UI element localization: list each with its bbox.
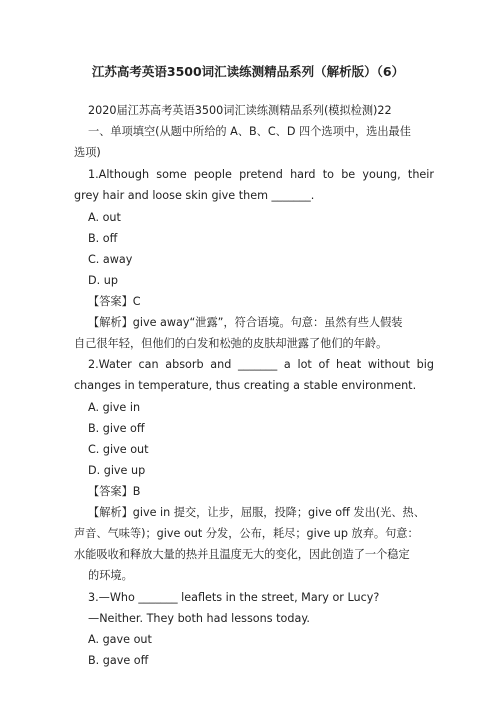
q3-option-b: B. gave off: [88, 654, 149, 667]
section-heading-cont: 选项): [74, 146, 101, 159]
q1-answer: 【答案】C: [88, 295, 141, 308]
question-2-text: 2.Water can absorb and _______ a lot of heat without big: [88, 358, 434, 371]
question-3-reply: —Neither. They both had lessons today.: [88, 612, 310, 625]
q2-explanation-cont-3: 的环境。: [88, 569, 133, 582]
section-heading: 一、单项填空(从题中所给的 A、B、C、D 四个选项中，选出最佳: [88, 125, 411, 138]
subtitle-line: 2020届江苏高考英语3500词汇读练测精品系列(模拟检测)22: [88, 104, 392, 117]
q2-explanation-cont-1: 声音、气味等)；give out 分发，公布，耗尽；give up 放弃。句意：: [74, 527, 419, 540]
q2-option-d: D. give up: [88, 464, 146, 477]
q2-option-b: B. give off: [88, 422, 145, 435]
q2-explanation-cont-2: 水能吸收和释放大量的热并且温度无大的变化，因此创造了一个稳定: [74, 548, 410, 561]
q2-option-c: C. give out: [88, 443, 149, 456]
question-3-text: 3.—Who _______ leaflets in the street, Mary or Lucy?: [88, 591, 380, 604]
question-1-text: 1.Although some people pretend hard to be young, their: [88, 168, 434, 181]
q1-option-a: A. out: [88, 211, 121, 224]
q1-option-c: C. away: [88, 253, 133, 266]
q2-answer: 【答案】B: [88, 485, 141, 498]
q1-option-b: B. off: [88, 232, 118, 245]
q2-option-a: A. give in: [88, 401, 141, 414]
question-2-text-cont: changes in temperature, thus creating a stable environment.: [74, 379, 417, 392]
q1-explanation-cont: 自己很年轻，但他们的白发和松弛的皮肤却泄露了他们的年龄。: [74, 337, 388, 350]
q1-explanation: 【解析】give away“泄露”，符合语境。句意：虽然有些人假装: [88, 316, 403, 329]
q1-option-d: D. up: [88, 274, 118, 287]
q3-option-a: A. gave out: [88, 633, 152, 646]
document-title: 江苏高考英语3500词汇读练测精品系列（解析版）（6）: [91, 64, 405, 79]
q2-explanation: 【解析】give in 提交，让步，屈服，投降；give off 发出(光、热、: [88, 506, 425, 519]
question-1-text-cont: grey hair and loose skin give them _______.: [74, 189, 315, 202]
